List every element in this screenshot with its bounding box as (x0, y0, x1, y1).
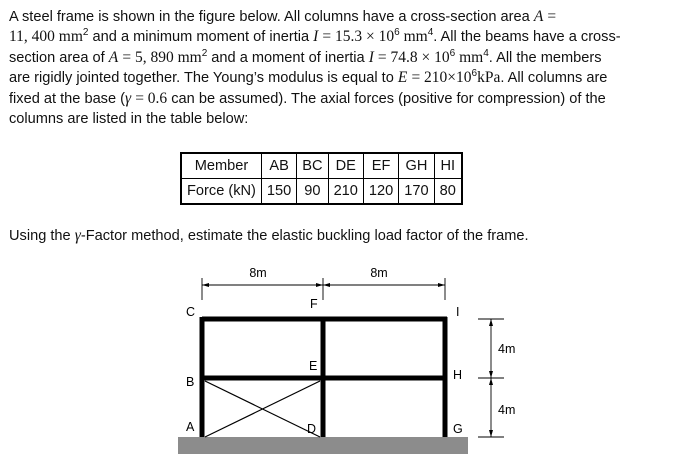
node-label-C: C (186, 305, 196, 319)
table-cell: Member (181, 153, 261, 179)
problem-line-2: 11, 400 $mm^2$ and a minimum moment of inertia $I = 15.3 \times 10^6$ $mm^4$. All the beams have a cross- (9, 27, 621, 46)
table-cell: DE (328, 153, 363, 179)
table-cell: 150 (261, 179, 296, 205)
problem-line-4: are rigidly jointed together. The Young’s modulus is equal to $E = 210\times 10^6kPa$. All columns are (9, 68, 608, 87)
question-text: Using the γ-Factor method, estimate the elastic buckling load factor of the frame. (9, 227, 529, 244)
node-label-A: A (186, 420, 195, 434)
problem-line-1: A steel frame is shown in the figure below. All columns have a cross-section area A = (9, 8, 557, 25)
height-label-top: 4m (498, 342, 516, 356)
problem-line-5: fixed at the base (γ = 0.6 can be assumed). The axial forces (positive for compression) of the (9, 89, 606, 107)
span-label-right: 8m (370, 266, 388, 280)
node-label-B: B (186, 375, 195, 389)
table-cell: 210 (328, 179, 363, 205)
table-cell: AB (261, 153, 296, 179)
table-cell: 90 (297, 179, 328, 205)
node-label-G: G (453, 422, 463, 436)
table-cell: 80 (434, 179, 462, 205)
node-label-E: E (309, 359, 318, 373)
ground-base (178, 437, 468, 454)
node-label-F: F (310, 297, 318, 311)
table-cell: 170 (399, 179, 434, 205)
span-label-left: 8m (249, 266, 267, 280)
table-cell: GH (399, 153, 434, 179)
table-cell: 120 (363, 179, 398, 205)
table-cell: EF (363, 153, 398, 179)
node-label-D: D (307, 422, 317, 436)
node-label-I: I (456, 305, 460, 319)
span-dimension (202, 278, 445, 300)
problem-line-3: section area of A = 5, 890 $mm^2$ and a moment of inertia $I = 74.8 \times 10^6$ $mm^4$. All the members (9, 47, 602, 66)
problem-line-6: columns are listed in the table below: (9, 111, 249, 128)
table-cell: HI (434, 153, 462, 179)
table-cell: BC (297, 153, 328, 179)
table-cell: Force (kN) (181, 179, 261, 205)
height-label-bottom: 4m (498, 403, 516, 417)
node-label-H: H (453, 368, 463, 382)
